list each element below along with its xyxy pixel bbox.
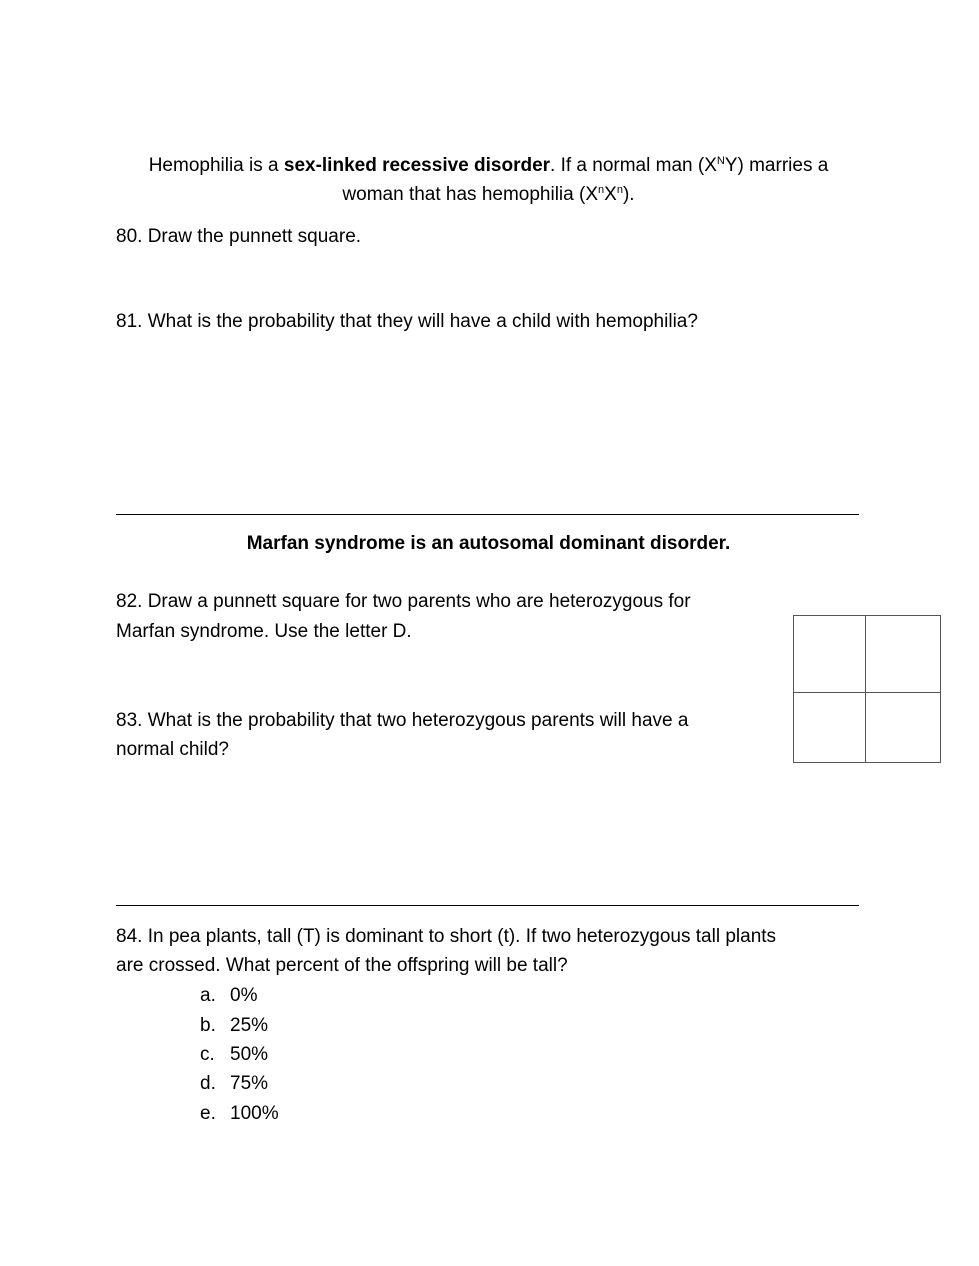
marfan-heading: Marfan syndrome is an autosomal dominant disorder. xyxy=(246,533,731,554)
question-83-line2: normal child? xyxy=(116,739,229,760)
option-letter: e. xyxy=(200,1103,216,1124)
intro-text-2: . If a normal man (X xyxy=(550,155,717,176)
intro-sup-n-2: n xyxy=(616,184,623,196)
hemophilia-intro-line1 xyxy=(116,151,861,180)
question-82-line1: 82. Draw a punnett square for two parents who are heterozygous for xyxy=(116,591,691,612)
intro-sup-n-1: n xyxy=(598,184,605,196)
intro-line2-text-3: ). xyxy=(622,184,635,205)
option-letter: d. xyxy=(200,1073,216,1094)
option-c xyxy=(200,1040,268,1069)
option-a xyxy=(200,981,257,1010)
punnett-square-grid xyxy=(793,615,941,763)
option-e xyxy=(200,1099,279,1128)
intro-text-1: Hemophilia is a xyxy=(148,155,284,176)
divider-rule-2 xyxy=(116,905,859,906)
option-letter: a. xyxy=(200,985,216,1006)
question-80: 80. Draw the punnett square. xyxy=(116,226,362,247)
question-81: 81. What is the probability that they will have a child with hemophilia? xyxy=(116,311,698,332)
punnett-vertical-divider xyxy=(865,616,866,762)
question-84-line1: 84. In pea plants, tall (T) is dominant to short (t). If two heterozygous tall plants xyxy=(116,926,777,947)
option-b xyxy=(200,1011,268,1040)
divider-rule-1 xyxy=(116,514,859,515)
option-text: 75% xyxy=(230,1073,269,1094)
intro-text-3: Y) marries a xyxy=(724,155,829,176)
question-83-line1: 83. What is the probability that two heterozygous parents will have a xyxy=(116,710,689,731)
option-letter: b. xyxy=(200,1015,216,1036)
option-text: 0% xyxy=(230,985,258,1006)
intro-sup-n: N xyxy=(716,155,725,167)
option-text: 25% xyxy=(230,1015,269,1036)
hemophilia-intro-line2 xyxy=(116,180,861,209)
option-letter: c. xyxy=(200,1044,215,1065)
option-text: 50% xyxy=(230,1044,269,1065)
intro-bold-phrase: sex-linked recessive disorder xyxy=(283,155,551,176)
option-d xyxy=(200,1069,268,1098)
intro-line2-text-2: X xyxy=(604,184,617,205)
punnett-horizontal-divider xyxy=(794,692,940,693)
intro-line2-text-1: woman that has hemophilia (X xyxy=(342,184,599,205)
question-82-line2: Marfan syndrome. Use the letter D. xyxy=(116,621,412,642)
question-84-line2: are crossed. What percent of the offspring will be tall? xyxy=(116,955,568,976)
option-text: 100% xyxy=(230,1103,279,1124)
